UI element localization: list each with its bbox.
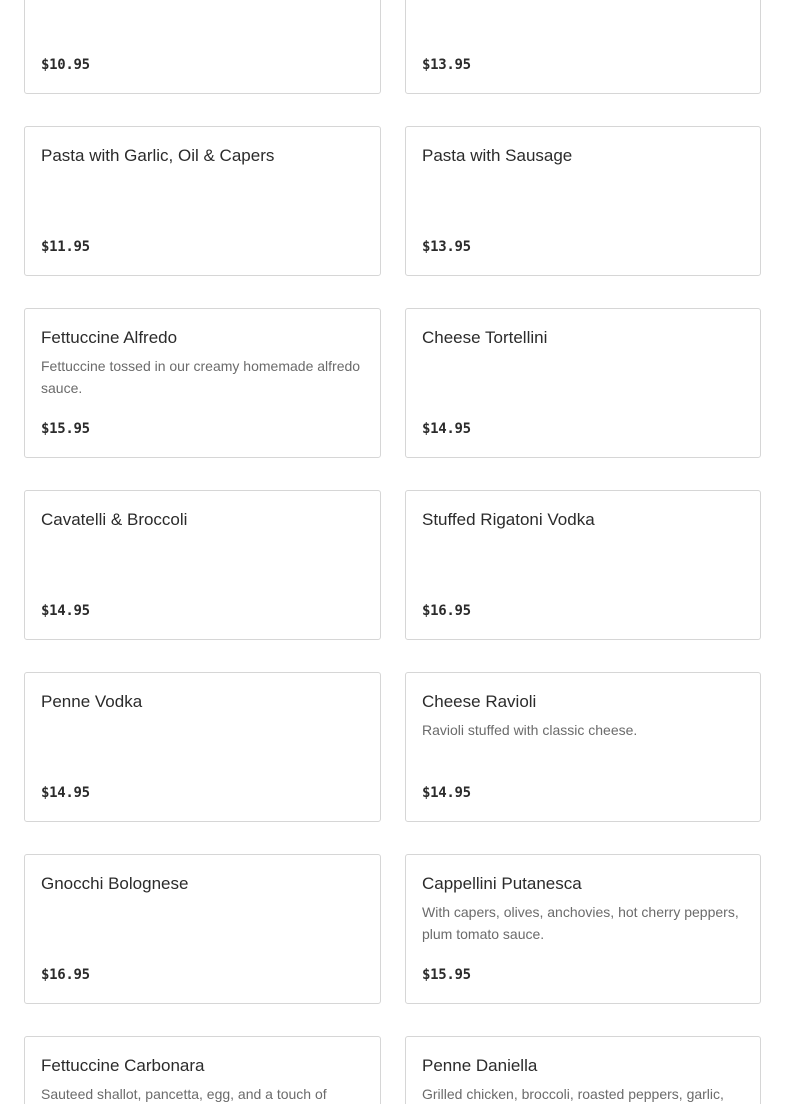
menu-item-card[interactable]	[24, 1036, 381, 1104]
menu-item-description: Fettuccine tossed in our creamy homemade alfredo sauce.	[41, 358, 361, 396]
menu-item-card[interactable]	[24, 672, 381, 822]
menu-item-card[interactable]	[405, 0, 761, 94]
menu-item-price: $11.95	[41, 238, 90, 255]
menu-item-card[interactable]	[405, 854, 761, 1004]
menu-item-name: Fettuccine Alfredo	[41, 329, 178, 347]
menu-item-card[interactable]	[405, 308, 761, 458]
menu-item-name: Cavatelli & Broccoli	[41, 511, 188, 529]
menu-item-price: $14.95	[422, 784, 471, 801]
menu-item-card[interactable]	[405, 672, 761, 822]
menu-item-name: Penne Vodka	[41, 693, 143, 711]
menu-item-card[interactable]	[405, 1036, 761, 1104]
menu-item-price: $15.95	[422, 966, 471, 983]
menu-item-name: Gnocchi Bolognese	[41, 875, 189, 893]
menu-item-card[interactable]	[24, 126, 381, 276]
menu-item-price: $14.95	[422, 420, 471, 437]
menu-item-price: $16.95	[41, 966, 90, 983]
menu-item-price: $16.95	[422, 602, 471, 619]
menu-item-name: Pasta with Sausage	[422, 147, 573, 165]
menu-item-price: $13.95	[422, 56, 471, 73]
menu-item-card[interactable]	[405, 126, 761, 276]
menu-item-card[interactable]	[405, 490, 761, 640]
menu-item-name: Pasta with Garlic, Oil & Capers	[41, 147, 275, 165]
menu-item-description: Ravioli stuffed with classic cheese.	[422, 722, 638, 738]
menu-item-price: $14.95	[41, 602, 90, 619]
menu-item-card[interactable]	[24, 490, 381, 640]
menu-item-card[interactable]	[24, 854, 381, 1004]
menu-item-price: $10.95	[41, 56, 90, 73]
menu-item-description: With capers, olives, anchovies, hot cherry peppers, plum tomato sauce.	[422, 904, 739, 942]
menu-item-price: $15.95	[41, 420, 90, 437]
menu-item-card[interactable]	[24, 0, 381, 94]
menu-item-name: Cheese Tortellini	[422, 329, 548, 347]
menu-item-price: $14.95	[41, 784, 90, 801]
menu-item-description: Grilled chicken, broccoli, roasted peppers, garlic,	[422, 1086, 724, 1102]
menu-item-card[interactable]	[24, 308, 381, 458]
menu-item-name: Stuffed Rigatoni Vodka	[422, 511, 595, 529]
menu-grid	[24, 0, 761, 1104]
menu-item-price: $13.95	[422, 238, 471, 255]
menu-item-name: Cappellini Putanesca	[422, 875, 582, 893]
menu-item-description: Sauteed shallot, pancetta, egg, and a touch of	[41, 1086, 327, 1102]
menu-item-name: Penne Daniella	[422, 1057, 538, 1075]
menu-item-name: Cheese Ravioli	[422, 693, 537, 711]
menu-item-name: Fettuccine Carbonara	[41, 1057, 205, 1075]
